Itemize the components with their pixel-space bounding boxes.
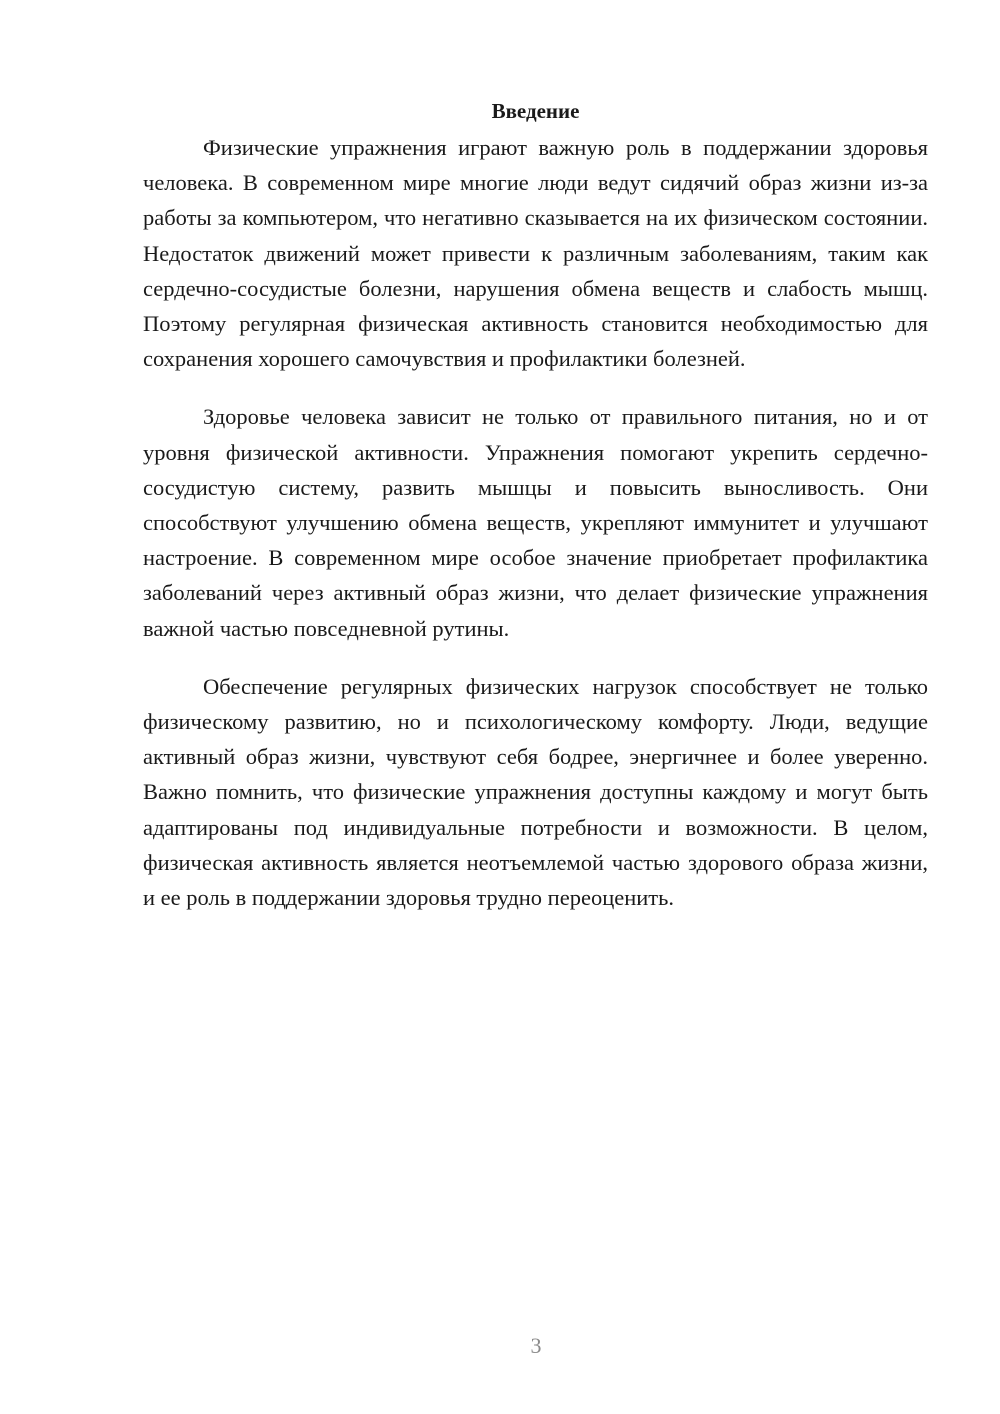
paragraph-1: Физические упражнения играют важную роль в поддержании здоровья человека. В современном мире многие люди ведут сидячий образ жизни из-за работы за компьютером, что негативно сказывается на их физическом состоянии. Недостаток движений может привести к различным заболеваниям, таким как сердечно-сосудистые болезни, нарушения обмена веществ и слабость мышц. Поэтому регулярная физическая активность становится необходимостью для сохранения хорошего самочувствия и профилактики болезней. xyxy=(143,135,928,372)
page-number: 3 xyxy=(530,1333,542,1358)
paragraph-2: Здоровье человека зависит не только от правильного питания, но и от уровня физической активности. Упражнения помогают укрепить сердечно-сосудистую систему, развить мышцы и повысить выносливость. Они способствуют улучшению обмена веществ, укрепляют иммунитет и улучшают настроение. В современном мире особое значение приобретает профилактика заболеваний через активный образ жизни, что делает физические упражнения важной частью повседневной рутины. xyxy=(143,404,928,641)
paragraph-3: Обеспечение регулярных физических нагрузок способствует не только физическому развитию, но и психологическому комфорту. Люди, ведущие активный образ жизни, чувствуют себя бодрее, энергичнее и более уверенно. Важно помнить, что физические упражнения доступны каждому и могут быть адаптированы под индивидуальные потребности и возможности. В целом, физическая активность является неотъемлемой частью здорового образа жизни, и ее роль в поддержании здоровья трудно переоценить. xyxy=(143,673,928,911)
section-heading: Введение xyxy=(491,99,580,123)
page-content xyxy=(143,96,928,938)
